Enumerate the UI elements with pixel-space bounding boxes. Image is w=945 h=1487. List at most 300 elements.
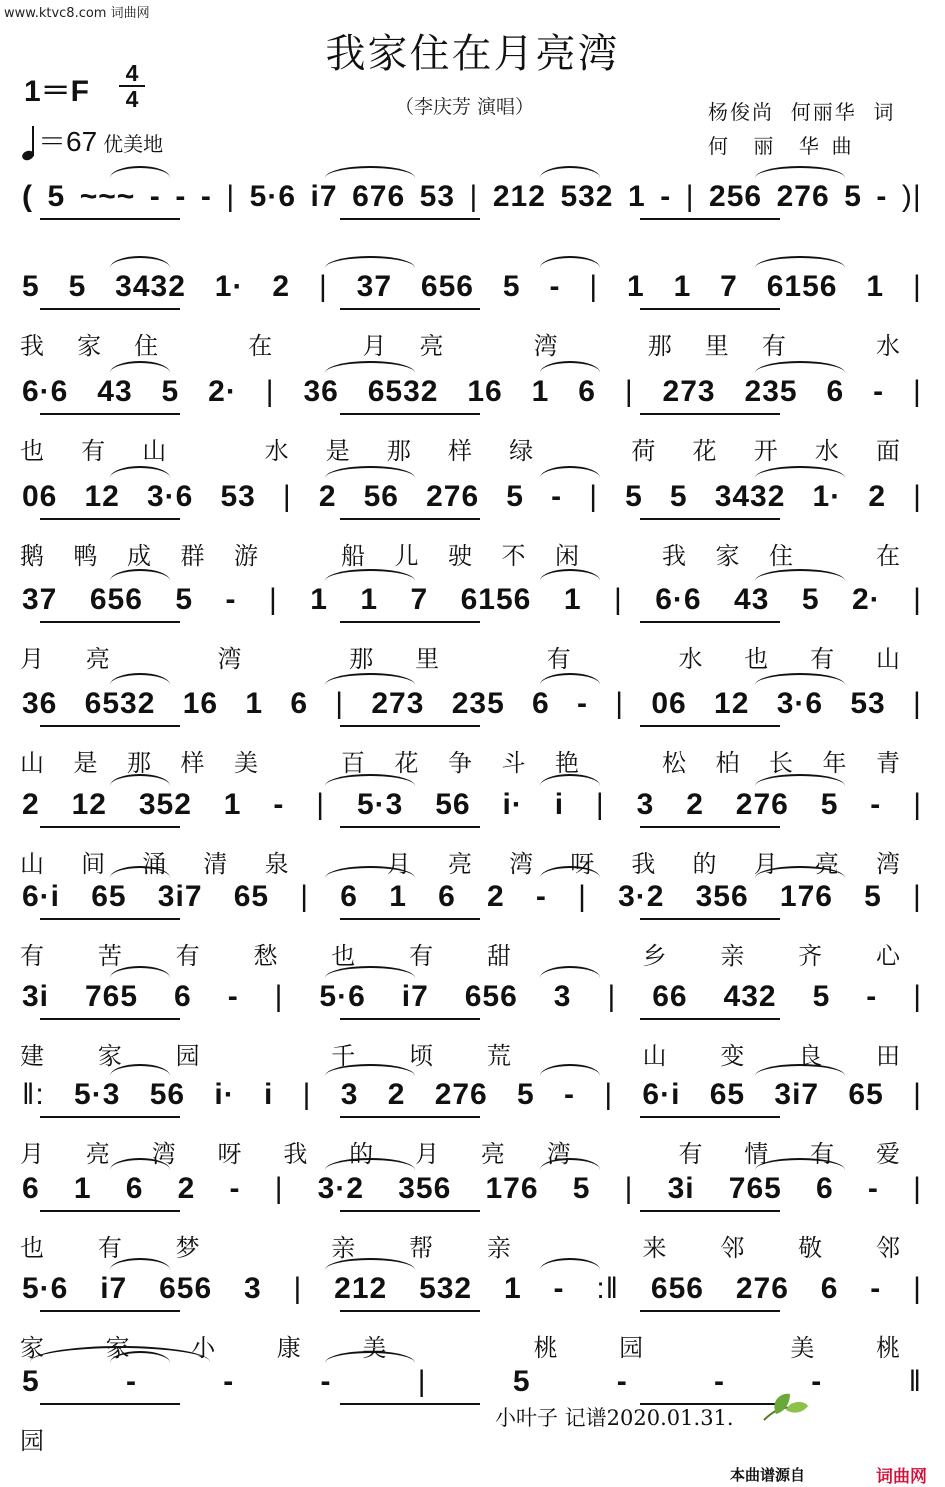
lyric-syllable: 里 <box>704 332 729 360</box>
note-group: 276 <box>735 788 789 821</box>
beam-underline <box>40 413 180 415</box>
note-group: 5 <box>22 1365 40 1398</box>
lyric-line <box>20 536 900 570</box>
score-row <box>0 1162 945 1262</box>
lyric-syllable: 家 <box>715 542 740 570</box>
barline: | <box>318 270 328 303</box>
note-group: 6 <box>125 1172 144 1205</box>
note-group: 6532 <box>84 687 156 720</box>
note-group: 5·3 <box>74 1078 121 1111</box>
barline: | <box>604 1078 614 1111</box>
note-group: 276 <box>426 480 480 513</box>
note-group: 2 <box>686 788 704 821</box>
lyric-syllable: 小 <box>191 1334 216 1362</box>
note-group: 6 <box>340 880 358 913</box>
note-group: 176 <box>779 880 833 913</box>
beam-underline <box>340 725 480 727</box>
note-group: 43 <box>97 375 133 408</box>
note-group: 5·6 <box>249 180 297 213</box>
note-group: 06 <box>22 480 58 513</box>
transcriber-credit: 小叶子 记谱2020.01.31. <box>495 1406 734 1430</box>
note-group: 5 <box>669 480 688 513</box>
barline: | <box>302 1078 312 1111</box>
lyric-syllable: 苦 <box>97 942 122 970</box>
barline: | <box>300 880 310 913</box>
lyric-syllable: 家 <box>105 1334 130 1362</box>
note-group: 1 <box>628 180 646 213</box>
barline: ‖: <box>22 1078 45 1111</box>
barline: | <box>685 180 695 213</box>
barline: | <box>282 480 292 513</box>
beam-underline <box>340 826 480 828</box>
note-group: 3 <box>636 788 655 821</box>
note-group: 5 <box>801 583 820 616</box>
note-group: - <box>870 788 882 821</box>
lyric-syllable <box>288 743 312 773</box>
note-group: 6156 <box>460 583 532 616</box>
lyric-syllable: 愁 <box>253 942 278 970</box>
time-signature <box>119 62 145 110</box>
note-group: i· <box>214 1078 235 1111</box>
note-group: 5·6 <box>22 1272 69 1305</box>
score-row <box>0 260 945 360</box>
lyric-syllable: 湾 <box>875 850 900 878</box>
lyric-syllable: 水 <box>678 645 703 673</box>
lyric-line <box>20 326 900 360</box>
lyric-syllable: 甜 <box>486 942 511 970</box>
note-group: 53 <box>419 180 456 213</box>
lyric-syllable: 乡 <box>642 942 667 970</box>
beam-underline <box>340 1210 480 1212</box>
note-group: 3i7 <box>157 880 203 913</box>
beam-underline <box>640 518 780 520</box>
lyric-syllable: 田 <box>875 1042 900 1070</box>
lyric-syllable: 月 <box>415 1140 440 1168</box>
note-group: 5 <box>68 270 87 303</box>
note-group: 6 <box>174 980 192 1013</box>
beam-underline <box>40 725 180 727</box>
lyric-syllable: 亮 <box>85 1140 110 1168</box>
note-group: 3432 <box>714 480 786 513</box>
note-group: i7 <box>310 180 338 213</box>
lyric-syllable: 也 <box>20 1234 44 1262</box>
note-group: - <box>227 980 239 1013</box>
note-group: 2 <box>486 880 505 913</box>
lyric-syllable: 的 <box>349 1140 374 1168</box>
note-group: 1· <box>214 270 244 303</box>
lyric-syllable: 湾 <box>217 645 242 673</box>
meter-top: 4 <box>125 60 139 86</box>
note-group: 176 <box>485 1172 539 1205</box>
note-group: - <box>535 880 547 913</box>
note-group: 656 <box>420 270 474 303</box>
lyric-syllable: 也 <box>20 437 44 465</box>
notation-line <box>22 685 922 723</box>
lyric-syllable: 湾 <box>151 1140 176 1168</box>
lyric-syllable: 山 <box>20 749 44 777</box>
beam-underline <box>340 413 480 415</box>
lyric-syllable: 有 <box>175 942 200 970</box>
score-row <box>0 970 945 1070</box>
lyric-syllable: 的 <box>692 850 717 878</box>
note-group: - <box>223 1365 235 1398</box>
lyric-syllable: 山 <box>142 437 167 465</box>
barline: | <box>615 687 625 720</box>
barline: | <box>417 1365 427 1398</box>
lyric-syllable: 我 <box>631 850 656 878</box>
note-group: 235 <box>451 687 505 720</box>
lyric-syllable: 长 <box>769 749 793 777</box>
lyric-syllable: 不 <box>501 542 526 570</box>
lyric-syllable: 青 <box>876 749 900 777</box>
note-group: 2· <box>208 375 237 408</box>
barline: | <box>293 1272 303 1305</box>
barline: ‖ <box>908 1365 922 1398</box>
lyric-syllable: 成 <box>127 542 151 570</box>
lyric-syllable: 年 <box>822 749 847 777</box>
lyric-syllable <box>283 639 307 669</box>
lyric-syllable: 开 <box>753 437 778 465</box>
notation-line <box>22 1076 922 1114</box>
note-group: 6 <box>816 1172 834 1205</box>
lyric-syllable: 斗 <box>501 749 526 777</box>
lyric-syllable <box>152 639 176 669</box>
note-group: i <box>263 1078 274 1111</box>
note-group: 06 <box>651 687 687 720</box>
lyric-syllable: 有 <box>97 1234 122 1262</box>
barline: :‖ <box>596 1272 620 1305</box>
note-group: - <box>175 180 187 213</box>
lyric-syllable: 松 <box>662 749 686 777</box>
beam-underline <box>640 1210 780 1212</box>
note-group: 5 <box>512 1365 531 1398</box>
lyric-syllable: 亲 <box>331 1234 356 1262</box>
beam-underline <box>640 1310 780 1312</box>
note-group: 5·3 <box>356 788 404 821</box>
lyric-syllable: 是 <box>325 437 350 465</box>
notation-line <box>22 478 922 516</box>
tempo-marking <box>22 120 163 160</box>
note-group: i <box>554 788 565 821</box>
beam-underline <box>340 621 480 623</box>
lyric-syllable: 我 <box>662 542 686 570</box>
note-group: 2 <box>387 1078 406 1111</box>
lyric-syllable: 有 <box>20 942 44 970</box>
lyric-syllable: 鸭 <box>73 542 98 570</box>
note-group: 5 <box>161 375 180 408</box>
note-group: 1 <box>389 880 407 913</box>
beam-underline <box>40 1018 180 1020</box>
note-group: 5 <box>625 480 643 513</box>
lyric-syllable: 良 <box>798 1042 823 1070</box>
beam-underline <box>640 1018 780 1020</box>
note-group: 56 <box>149 1078 186 1111</box>
note-group: 352 <box>138 788 192 821</box>
barline: | <box>469 180 479 213</box>
lyric-syllable: 来 <box>642 1234 667 1262</box>
beam-underline <box>340 308 480 310</box>
note-group: 5 <box>812 980 831 1013</box>
note-group: - <box>876 180 888 213</box>
barline: | <box>913 480 922 513</box>
barline: | <box>913 980 922 1013</box>
slur-mark <box>325 569 415 581</box>
beam-underline <box>640 725 780 727</box>
note-group: i7 <box>100 1272 128 1305</box>
barline: | <box>912 375 922 408</box>
lyric-syllable: 梦 <box>175 1234 200 1262</box>
lyric-syllable: 家 <box>77 332 102 360</box>
lyric-syllable: 花 <box>394 749 419 777</box>
lyric-syllable: 康 <box>276 1334 301 1362</box>
note-group: 212 <box>492 180 546 213</box>
lyric-syllable <box>705 1328 729 1358</box>
lyric-syllable: 变 <box>720 1042 745 1070</box>
note-group: - <box>225 583 237 616</box>
brand-logo: 词曲网 <box>876 1467 927 1487</box>
lyric-syllable <box>609 536 633 566</box>
lyric-line <box>20 1036 900 1070</box>
lyric-syllable: 艳 <box>555 749 579 777</box>
note-group: 532 <box>419 1272 473 1305</box>
beam-underline <box>640 413 780 415</box>
lyric-syllable: 驶 <box>448 542 472 570</box>
slur-mark <box>110 361 170 373</box>
tempo-value: ＝67 <box>38 126 98 157</box>
note-group: 1 <box>627 270 645 303</box>
lyric-syllable <box>565 1228 589 1258</box>
lyric-syllable: 亲 <box>720 942 745 970</box>
barline: | <box>578 880 587 913</box>
lyric-syllable: 月 <box>753 850 778 878</box>
beam-underline <box>640 1116 780 1118</box>
lyric-syllable: 亮 <box>447 850 472 878</box>
lyric-syllable: 有 <box>409 942 434 970</box>
lyricist-credit: 杨俊尚 何丽华 词 <box>708 100 896 124</box>
note-group: 3·6 <box>776 687 824 720</box>
barline: | <box>913 583 922 616</box>
lyric-syllable: 儿 <box>394 542 419 570</box>
slur-mark <box>540 569 600 581</box>
barline: | <box>335 687 345 720</box>
note-group: 532 <box>560 180 614 213</box>
note-group: 276 <box>776 180 830 213</box>
note-group: 2 <box>868 480 887 513</box>
lyric-syllable: 亮 <box>85 645 110 673</box>
slur-mark <box>325 166 415 178</box>
beam-underline <box>340 1310 480 1312</box>
note-group: 765 <box>728 1172 782 1205</box>
note-group: 765 <box>85 980 139 1013</box>
note-group: 37 <box>22 583 58 616</box>
lyric-syllable <box>253 1036 277 1066</box>
slur-mark <box>755 569 845 581</box>
lyric-syllable: 敬 <box>798 1234 823 1262</box>
slur-mark <box>755 166 845 178</box>
barline: | <box>595 788 605 821</box>
note-group: 2 <box>22 788 40 821</box>
lyric-syllable: 面 <box>875 437 900 465</box>
note-group: 256 <box>709 180 763 213</box>
lyric-syllable: 鹅 <box>20 542 44 570</box>
barline: | <box>589 480 598 513</box>
note-group: 656 <box>650 1272 704 1305</box>
slur-mark <box>540 166 600 178</box>
note-group: 3·2 <box>317 1172 365 1205</box>
slur-mark <box>540 673 600 685</box>
note-group: 656 <box>464 980 518 1013</box>
note-group: - <box>200 180 212 213</box>
note-group: 3i <box>22 980 50 1013</box>
note-group: 5 <box>502 270 521 303</box>
lyric-syllable: 在 <box>248 332 273 360</box>
note-group: 12 <box>714 687 750 720</box>
lyric-syllable: 山 <box>875 645 900 673</box>
beam-underline <box>40 1403 180 1405</box>
note-group: 676 <box>352 180 406 213</box>
note-group: 3 <box>553 980 572 1013</box>
lyric-syllable: 山 <box>642 1042 667 1070</box>
lyric-syllable: 清 <box>203 850 228 878</box>
note-group: - <box>553 1272 565 1305</box>
quarter-note-icon <box>22 126 34 160</box>
lyric-syllable: 有 <box>678 1140 703 1168</box>
lyric-syllable <box>565 1036 589 1066</box>
lyric-syllable <box>191 326 215 356</box>
lyric-syllable: 那 <box>647 332 672 360</box>
lyric-syllable: 呀 <box>570 850 595 878</box>
note-group: 2 <box>272 270 291 303</box>
note-group: 6·i <box>642 1078 681 1111</box>
lyric-syllable <box>591 326 615 356</box>
note-group: - <box>811 1365 823 1398</box>
lyric-syllable: 美 <box>362 1334 387 1362</box>
lyric-syllable <box>819 326 843 356</box>
barline: | <box>913 1272 922 1305</box>
note-group: - <box>564 1078 576 1111</box>
note-group: 235 <box>744 375 798 408</box>
score-row <box>0 170 945 270</box>
note-group: 3·2 <box>618 880 665 913</box>
beam-underline <box>40 826 180 828</box>
note-group: 5 <box>22 270 40 303</box>
notation-line <box>22 268 922 306</box>
lyric-syllable: 亮 <box>480 1140 505 1168</box>
note-group: 3i <box>667 1172 695 1205</box>
lyric-syllable: 有 <box>810 645 835 673</box>
score-row <box>0 573 945 673</box>
lyric-syllable: 湾 <box>546 1140 571 1168</box>
note-group: 6 <box>820 1272 839 1305</box>
note-group: 276 <box>735 1272 789 1305</box>
lyric-syllable <box>203 431 227 461</box>
lyric-syllable: 涌 <box>142 850 167 878</box>
lyric-syllable: 在 <box>876 542 900 570</box>
note-group: 12 <box>71 788 107 821</box>
beam-underline <box>340 518 480 520</box>
lyric-syllable <box>613 1134 637 1164</box>
note-group: 7 <box>720 270 738 303</box>
score-row <box>0 365 945 465</box>
note-group: i7 <box>401 980 429 1013</box>
note-group: 5 <box>844 180 862 213</box>
barline: | <box>913 880 922 913</box>
lyric-syllable: 有 <box>810 1140 835 1168</box>
lyric-syllable: 样 <box>180 749 205 777</box>
lyric-syllable: 也 <box>744 645 769 673</box>
lyric-syllable: 荷 <box>631 437 656 465</box>
site-url: www.ktvc8.com 词曲网 <box>4 6 150 21</box>
barline: | <box>624 375 634 408</box>
note-group: 6·6 <box>22 375 69 408</box>
lyric-syllable <box>448 1328 472 1358</box>
note-group: 6 <box>532 687 550 720</box>
slur-mark <box>755 466 845 478</box>
lyric-syllable: 间 <box>81 850 106 878</box>
note-group: 43 <box>734 583 770 616</box>
lyric-syllable: 绿 <box>509 437 534 465</box>
note-group: 1 <box>360 583 379 616</box>
lyric-syllable: 闲 <box>555 542 579 570</box>
composer-credit: 何 丽 华 曲 <box>708 134 852 158</box>
lyric-syllable: 水 <box>875 332 900 360</box>
note-group: 36 <box>303 375 339 408</box>
notation-line <box>22 786 922 824</box>
lyric-line <box>20 936 900 970</box>
notation-line <box>22 1170 922 1208</box>
lyric-syllable: 样 <box>447 437 472 465</box>
lyric-syllable <box>613 639 637 669</box>
beam-underline <box>40 1210 180 1212</box>
lyric-syllable: 也 <box>331 942 356 970</box>
lyric-syllable: 泉 <box>264 850 289 878</box>
note-group: 53 <box>850 687 886 720</box>
lyric-syllable: 桃 <box>533 1334 558 1362</box>
note-group: 6 <box>438 880 456 913</box>
lyric-syllable: 柏 <box>715 749 740 777</box>
lyric-syllable: 群 <box>180 542 205 570</box>
lyric-syllable: 荒 <box>486 1042 511 1070</box>
lyric-syllable: 齐 <box>798 942 823 970</box>
lyric-syllable: 家 <box>97 1042 122 1070</box>
note-group: - <box>616 1365 628 1398</box>
note-group: 3i7 <box>774 1078 820 1111</box>
lyric-syllable: 帮 <box>409 1234 434 1262</box>
lyric-syllable: 月 <box>20 1140 44 1168</box>
slur-mark <box>540 361 600 373</box>
lyric-syllable <box>253 1228 277 1258</box>
leaf-icon <box>760 1390 810 1424</box>
slur-mark <box>110 166 170 178</box>
note-group: - <box>577 687 589 720</box>
tempo-expression: 优美地 <box>103 132 164 156</box>
slur-mark <box>110 569 170 581</box>
note-group: 356 <box>695 880 749 913</box>
beam-underline <box>640 308 780 310</box>
lyric-syllable: 园 <box>20 1427 44 1455</box>
barline: | <box>913 1172 922 1205</box>
slur-mark <box>325 466 415 478</box>
barline: | <box>268 583 278 616</box>
lyric-syllable: 顷 <box>409 1042 434 1070</box>
note-group: 66 <box>652 980 688 1013</box>
notation-line <box>22 373 922 411</box>
note-group: 1 <box>73 1172 92 1205</box>
lyric-syllable: 呀 <box>217 1140 242 1168</box>
beam-underline <box>40 1116 180 1118</box>
lyric-syllable <box>823 536 847 566</box>
slur-mark <box>325 673 415 685</box>
